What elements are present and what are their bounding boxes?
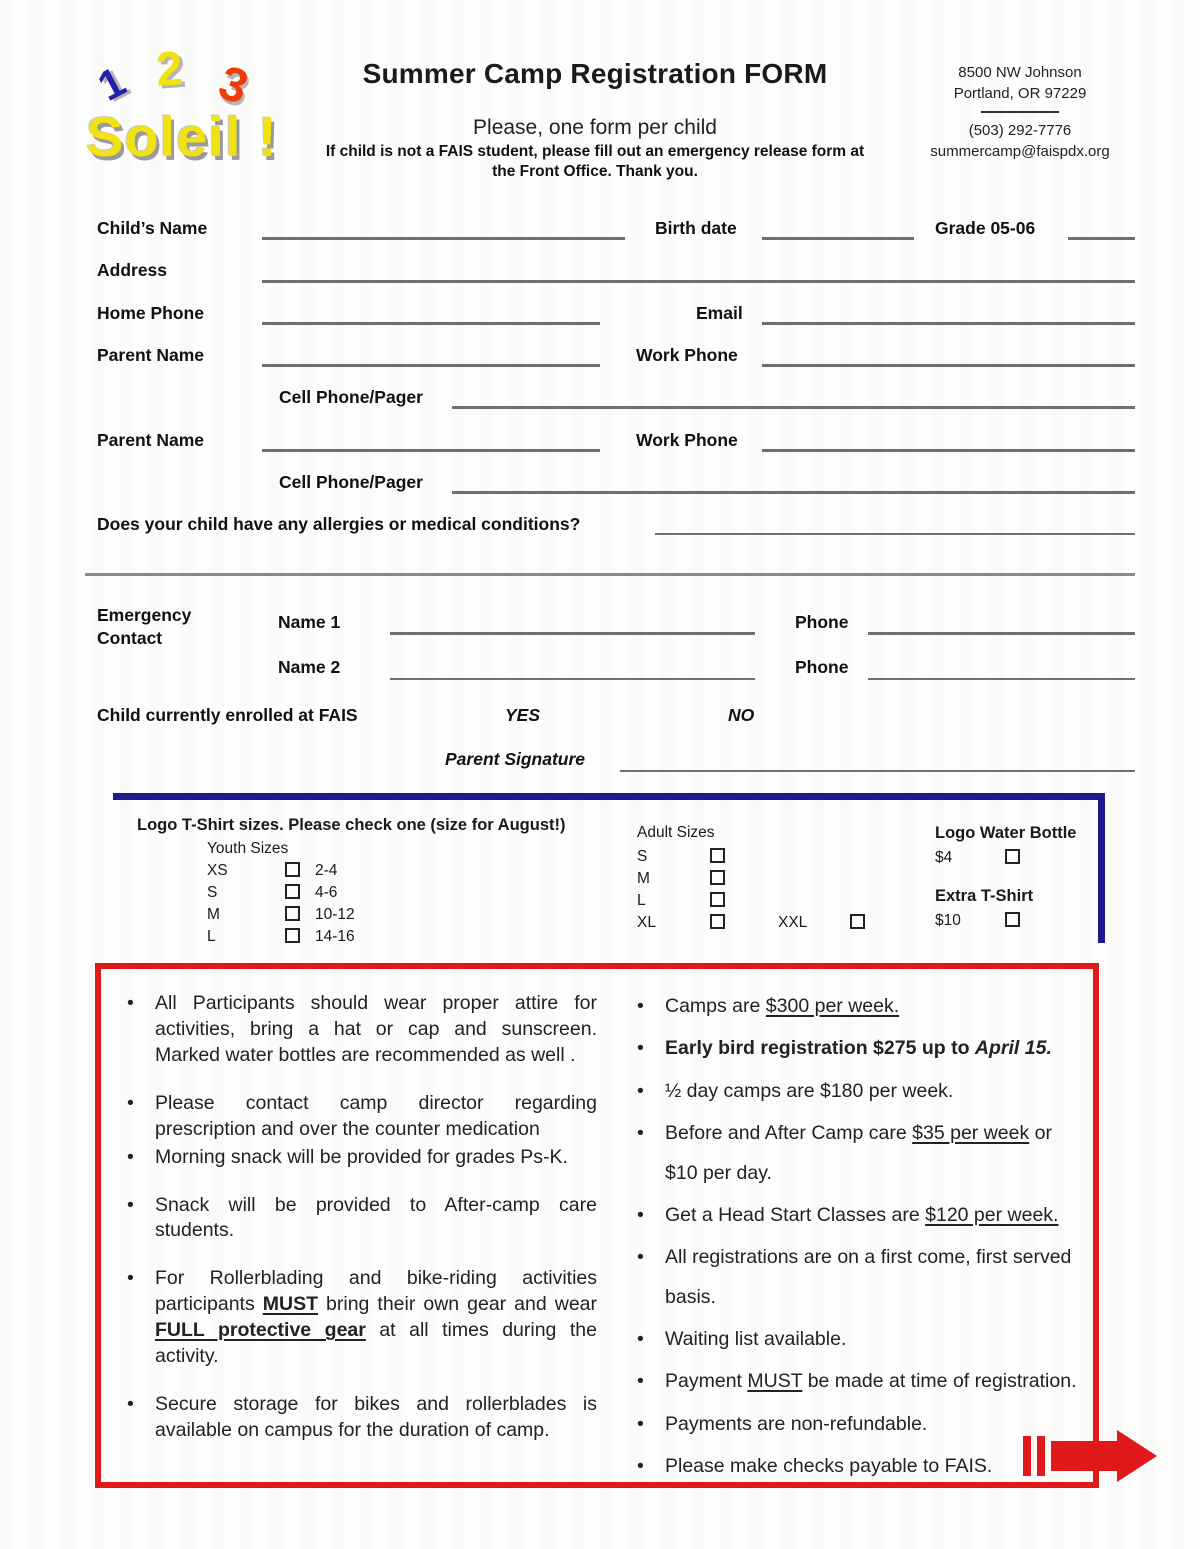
form-note-line1: If child is not a FAIS student, please fill out an emergency release form at <box>325 143 865 160</box>
school-email[interactable]: summercamp@faispdx.org <box>930 143 1110 160</box>
school-phone: (503) 292-7776 <box>968 122 1072 139</box>
parent1-cell-phone-field[interactable] <box>452 406 1135 409</box>
parent1-name-label: Parent Name <box>97 345 204 365</box>
info-bullet: • Please make checks payable to FAIS. <box>629 1447 1081 1486</box>
info-bullet: • All registrations are on a first come, first served basis. <box>629 1238 1081 1317</box>
enrolled-no-option[interactable]: NO <box>728 705 755 725</box>
extra-tshirt-checkbox[interactable] <box>1005 912 1020 927</box>
youth-l-label: L <box>207 928 216 945</box>
tshirt-section-right-border <box>1098 793 1105 943</box>
school-address-line2: Portland, OR 97229 <box>953 85 1087 102</box>
tshirt-section-title: Logo T-Shirt sizes. Please check one (size for August!) <box>137 816 566 834</box>
emergency-contact-label-line2: Contact <box>97 628 163 648</box>
water-bottle-title: Logo Water Bottle <box>935 824 1077 842</box>
tshirt-section-top-border <box>113 793 1105 800</box>
arrow-bar-2 <box>1037 1436 1045 1476</box>
camp-info-left-list <box>119 991 597 1466</box>
extra-tshirt-price: $10 <box>935 912 961 929</box>
water-bottle-price: $4 <box>935 849 953 866</box>
parent2-name-label: Parent Name <box>97 430 204 450</box>
grade-field[interactable] <box>1068 237 1135 240</box>
parent1-name-field[interactable] <box>262 364 600 367</box>
parent1-work-phone-label: Work Phone <box>636 345 738 365</box>
address-field[interactable] <box>262 280 1135 283</box>
water-bottle-checkbox[interactable] <box>1005 849 1020 864</box>
parent2-work-phone-field[interactable] <box>762 449 1135 452</box>
section-divider <box>85 573 1135 576</box>
youth-xs-checkbox[interactable] <box>285 862 300 877</box>
contact-divider <box>981 111 1059 113</box>
adult-xxl-label: XXL <box>778 914 808 931</box>
info-bullet: • Before and After Camp care $35 per week or $10 per day. <box>629 1114 1081 1193</box>
logo-digit-2: 2 <box>154 42 185 97</box>
youth-l-checkbox[interactable] <box>285 928 300 943</box>
youth-s-label: S <box>207 884 218 901</box>
adult-m-checkbox[interactable] <box>710 870 725 885</box>
adult-l-checkbox[interactable] <box>710 892 725 907</box>
youth-xs-range: 2-4 <box>315 862 338 879</box>
camp-info-box <box>95 963 1099 1488</box>
youth-sizes-title: Youth Sizes <box>207 840 289 857</box>
emergency-name1-field[interactable] <box>390 632 755 635</box>
parent1-cell-phone-label: Cell Phone/Pager <box>279 387 423 407</box>
emergency-contact-label-line1: Emergency <box>97 605 192 625</box>
info-bullet: • Payments are non-refundable. <box>629 1405 1081 1444</box>
info-bullet: • Morning snack will be provided for grades Ps-K. <box>119 1145 597 1171</box>
info-bullet: • Secure storage for bikes and rollerblades is available on campus for the duration of camp. <box>119 1392 597 1444</box>
adult-sizes-title: Adult Sizes <box>637 824 715 841</box>
birth-date-field[interactable] <box>762 237 914 240</box>
soleil-logo <box>82 42 282 182</box>
youth-xs-label: XS <box>207 862 228 879</box>
adult-xxl-checkbox[interactable] <box>850 914 865 929</box>
emergency-phone1-field[interactable] <box>868 632 1135 635</box>
school-address-line1: 8500 NW Johnson <box>958 64 1082 81</box>
allergies-label: Does your child have any allergies or medical conditions? <box>97 514 581 534</box>
emergency-name2-field[interactable] <box>390 678 755 680</box>
parent2-name-field[interactable] <box>262 449 600 452</box>
info-bullet: • Camps are $300 per week. <box>629 987 1081 1026</box>
emergency-phone1-label: Phone <box>795 612 849 632</box>
child-name-field[interactable] <box>262 237 625 240</box>
adult-s-checkbox[interactable] <box>710 848 725 863</box>
home-phone-field[interactable] <box>262 322 600 325</box>
info-bullet: • All Participants should wear proper attire for activities, bring a hat or cap and sunscreen. Marked water bottles are recommended as well . <box>119 991 597 1069</box>
home-phone-label: Home Phone <box>97 303 204 323</box>
adult-xl-label: XL <box>637 914 656 931</box>
parent2-cell-phone-label: Cell Phone/Pager <box>279 472 423 492</box>
allergies-field[interactable] <box>655 533 1135 535</box>
email-label: Email <box>696 303 743 323</box>
page-title: Summer Camp Registration FORM <box>362 58 828 89</box>
enrolled-label: Child currently enrolled at FAIS <box>97 705 358 725</box>
parent-signature-field[interactable] <box>620 770 1135 772</box>
adult-m-label: M <box>637 870 650 887</box>
enrolled-yes-option[interactable]: YES <box>505 705 541 725</box>
youth-s-range: 4-6 <box>315 884 338 901</box>
info-bullet: • Payment MUST be made at time of registration. <box>629 1362 1081 1401</box>
adult-xl-checkbox[interactable] <box>710 914 725 929</box>
parent2-work-phone-label: Work Phone <box>636 430 738 450</box>
youth-l-range: 14-16 <box>315 928 355 945</box>
info-bullet: • ½ day camps are $180 per week. <box>629 1072 1081 1111</box>
email-field[interactable] <box>762 322 1135 325</box>
parent-signature-label: Parent Signature <box>445 749 586 769</box>
form-subtitle: Please, one form per child <box>473 116 717 139</box>
youth-m-range: 10-12 <box>315 906 355 923</box>
camp-info-right-list <box>629 987 1081 1490</box>
extra-tshirt-title: Extra T-Shirt <box>935 887 1034 905</box>
info-bullet: • Snack will be provided to After-camp care students. <box>119 1193 597 1245</box>
birth-date-label: Birth date <box>655 218 737 238</box>
info-bullet: • Early bird registration $275 up to April 15. <box>629 1029 1081 1068</box>
adult-s-label: S <box>637 848 648 865</box>
arrow-body <box>1051 1441 1119 1471</box>
youth-m-label: M <box>207 906 220 923</box>
form-note-line2: the Front Office. Thank you. <box>492 163 698 180</box>
logo-word-soleil: Soleil ! <box>86 105 278 168</box>
grade-label: Grade 05-06 <box>935 218 1036 238</box>
info-bullet: • For Rollerblading and bike-riding activities participants MUST bring their own gear and wear FULL protective gear at all times during the activity. <box>119 1266 597 1370</box>
address-label: Address <box>97 260 168 280</box>
school-contact-block <box>905 62 1135 162</box>
adult-l-label: L <box>637 892 646 909</box>
info-bullet: • Get a Head Start Classes are $120 per week. <box>629 1196 1081 1235</box>
info-bullet: • Please contact camp director regarding prescription and over the counter medication <box>119 1091 597 1143</box>
arrow-head <box>1117 1430 1157 1482</box>
child-name-label: Child’s Name <box>97 218 208 238</box>
emergency-phone2-label: Phone <box>795 657 849 677</box>
arrow-bar-1 <box>1023 1436 1031 1476</box>
emergency-phone2-field[interactable] <box>868 678 1135 680</box>
info-bullet: • Waiting list available. <box>629 1320 1081 1359</box>
youth-m-checkbox[interactable] <box>285 906 300 921</box>
emergency-name2-label: Name 2 <box>278 657 341 677</box>
emergency-name1-label: Name 1 <box>278 612 341 632</box>
youth-s-checkbox[interactable] <box>285 884 300 899</box>
parent1-work-phone-field[interactable] <box>762 364 1135 367</box>
logo-digit-3: 3 <box>212 56 255 115</box>
parent2-cell-phone-field[interactable] <box>452 491 1135 494</box>
logo-digit-1: 1 <box>90 57 133 110</box>
